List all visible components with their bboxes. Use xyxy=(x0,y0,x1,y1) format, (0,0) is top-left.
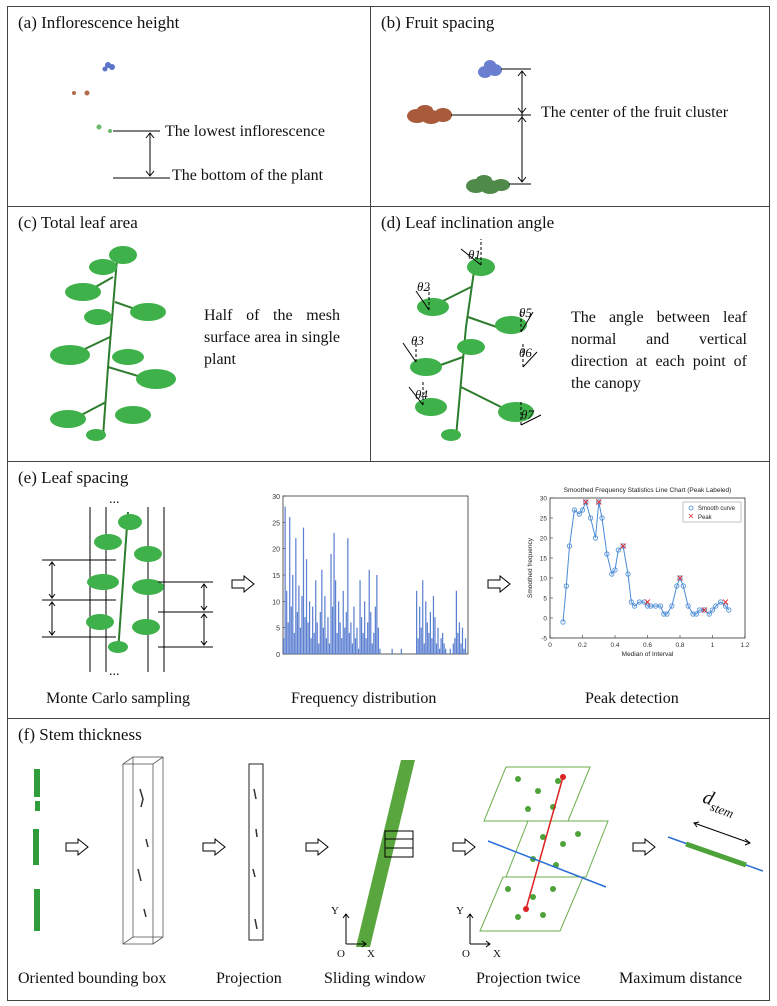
histogram-bar xyxy=(465,638,466,654)
panel-e-title: (e) Leaf spacing xyxy=(18,468,129,487)
histogram-bar xyxy=(315,580,316,654)
histogram-bar xyxy=(347,538,348,654)
label-lowest-inflorescence: The lowest inflorescence xyxy=(165,123,325,140)
peak-ytick-label: 25 xyxy=(539,515,547,523)
axis-y-2: Y xyxy=(456,905,464,917)
histogram-bar xyxy=(416,591,417,654)
histogram-bar xyxy=(314,633,315,654)
arrow-e1 xyxy=(232,576,256,592)
flower-cluster-green xyxy=(97,125,113,134)
histogram-bar xyxy=(369,570,370,654)
angle-label-3: θ3 xyxy=(411,333,424,348)
histogram-bar xyxy=(439,649,440,654)
caption-sliding-window: Sliding window xyxy=(324,970,426,987)
panel-b-title: (b) Fruit spacing xyxy=(381,13,495,32)
histogram-bar xyxy=(359,580,360,654)
histogram-bar xyxy=(462,628,463,654)
histogram-bar xyxy=(330,554,331,654)
histogram-bar xyxy=(352,643,353,654)
histogram-ytick-label: 0 xyxy=(276,652,280,659)
peak-xtick-label: 1 xyxy=(710,642,715,649)
panel-a xyxy=(7,6,371,207)
peak-ytick-label: 20 xyxy=(539,535,547,543)
histogram-bar xyxy=(444,643,445,654)
peak-xtick-label: 0 xyxy=(548,642,552,649)
label-plant-bottom: The bottom of the plant xyxy=(172,167,324,184)
histogram-bar xyxy=(440,638,441,654)
angle-label-5: θ5 xyxy=(519,305,532,320)
dots-top: ... xyxy=(109,492,120,507)
histogram-ytick-label: 25 xyxy=(272,520,280,528)
caption-projection-twice: Projection twice xyxy=(476,970,581,987)
histogram-bar xyxy=(425,601,426,654)
histogram-bar xyxy=(459,622,460,654)
histogram-bar xyxy=(373,633,374,654)
sliding-window xyxy=(356,760,415,947)
histogram-bar xyxy=(445,649,446,654)
histogram-ytick-label: 30 xyxy=(272,494,280,501)
histogram-bar xyxy=(297,612,298,654)
panel-c-title: (c) Total leaf area xyxy=(18,213,138,232)
legend-peak-label: Peak xyxy=(698,515,712,521)
histogram-bar xyxy=(323,628,324,654)
histogram-bar xyxy=(303,528,304,654)
caption-oriented-bounding-box: Oriented bounding box xyxy=(18,970,167,987)
peak-legend-box xyxy=(683,502,741,522)
stem-segments xyxy=(33,769,40,931)
flower-cluster-brown xyxy=(72,91,90,96)
histogram-bar xyxy=(453,643,454,654)
histogram-bar xyxy=(343,591,344,654)
histogram-bar xyxy=(338,601,339,654)
caption-frequency-distribution: Frequency distribution xyxy=(291,690,437,707)
histogram-bar xyxy=(288,622,289,654)
histogram-bar xyxy=(332,607,333,654)
histogram-ytick-label: 10 xyxy=(272,599,280,607)
histogram-ytick-label: 20 xyxy=(272,546,280,554)
panel-b xyxy=(370,6,770,207)
d-stem-subscript: stem xyxy=(708,798,736,822)
projection-box xyxy=(249,764,263,940)
histogram-bar xyxy=(344,628,345,654)
flower-cluster-blue xyxy=(103,62,116,72)
histogram-bar xyxy=(370,612,371,654)
histogram-bar xyxy=(392,649,393,654)
caption-monte-carlo: Monte Carlo sampling xyxy=(46,690,190,707)
histogram-bar xyxy=(367,622,368,654)
histogram-bar xyxy=(422,580,423,654)
histogram-bar xyxy=(327,617,328,654)
fruit-cluster-blue xyxy=(478,60,502,78)
maximum-distance xyxy=(668,822,763,871)
panel-d xyxy=(370,206,770,462)
histogram-bar xyxy=(301,596,302,654)
fruit-cluster-green xyxy=(466,175,510,194)
histogram-bar xyxy=(421,628,422,654)
peak-ytick-label: 15 xyxy=(539,555,547,563)
process-arrows xyxy=(66,839,655,855)
projection-twice xyxy=(480,767,608,931)
histogram-bar xyxy=(291,607,292,654)
peak-ytick-label: 5 xyxy=(543,595,547,603)
histogram-bar xyxy=(401,649,402,654)
axis-o-1: O xyxy=(337,948,345,960)
leaf-area-description: Half of the mesh surface area in single plant xyxy=(204,307,340,368)
histogram-bar xyxy=(292,575,293,654)
peak-ytick-label: 10 xyxy=(539,575,547,583)
histogram-bar xyxy=(430,612,431,654)
histogram-bar xyxy=(378,628,379,654)
angle-label-6: θ6 xyxy=(519,345,532,360)
peak-chart-title: Smoothed Frequency Statistics Line Chart (Peak Labeled) xyxy=(563,487,732,494)
histogram-bar xyxy=(366,638,367,654)
histogram-bar xyxy=(324,596,325,654)
oriented-bounding-box xyxy=(123,757,163,944)
histogram-bar xyxy=(428,633,429,654)
histogram-bar xyxy=(450,649,451,654)
histogram-bar xyxy=(375,607,376,654)
histogram-bar xyxy=(454,638,455,654)
frequency-histogram xyxy=(263,490,473,660)
histogram-bar xyxy=(433,596,434,654)
histogram-bar xyxy=(457,633,458,654)
histogram-bar xyxy=(364,601,365,654)
axis-x-1: X xyxy=(367,948,375,960)
peak-ytick-label: 30 xyxy=(539,495,547,503)
histogram-bar xyxy=(363,633,364,654)
histogram-bar xyxy=(337,633,338,654)
histogram-bar xyxy=(326,638,327,654)
axis-o-2: O xyxy=(462,948,470,960)
histogram-bar xyxy=(311,638,312,654)
histogram-bar xyxy=(372,643,373,654)
histogram-bar xyxy=(376,575,377,654)
histogram-bar xyxy=(306,559,307,654)
label-fruit-cluster-center: The center of the fruit cluster xyxy=(541,104,729,121)
histogram-bar xyxy=(304,617,305,654)
peak-xtick-label: 1.2 xyxy=(740,642,750,649)
histogram-bar xyxy=(340,622,341,654)
monte-carlo-diagram xyxy=(8,492,248,672)
histogram-bar xyxy=(283,638,284,654)
histogram-bar xyxy=(349,633,350,654)
histogram-bar xyxy=(298,586,299,654)
histogram-bar xyxy=(460,643,461,654)
angle-label-7: θ7 xyxy=(521,407,534,422)
histogram-bar xyxy=(317,622,318,654)
histogram-bar xyxy=(300,628,301,654)
leaf-angle-description: The angle between leaf normal and vertical direction at each point of the canopy xyxy=(571,309,747,392)
panel-c xyxy=(7,206,371,462)
histogram-bar xyxy=(379,649,380,654)
stem-thickness-diagram xyxy=(8,719,771,1002)
peak-xlabel: Median of Interval xyxy=(621,651,674,658)
dots-bottom: ... xyxy=(109,664,120,679)
histogram-bar xyxy=(427,622,428,654)
histogram-bar xyxy=(456,591,457,654)
histogram-bar xyxy=(329,643,330,654)
axis-x-2: X xyxy=(493,948,501,960)
histogram-bar xyxy=(341,638,342,654)
histogram-bar xyxy=(442,633,443,654)
legend-smooth-label: Smooth curve xyxy=(698,506,736,512)
histogram-bar xyxy=(335,580,336,654)
histogram-bar xyxy=(321,570,322,654)
histogram-bar xyxy=(294,633,295,654)
panel-e xyxy=(7,461,770,719)
histogram-bar xyxy=(295,538,296,654)
histogram-bar xyxy=(436,643,437,654)
peak-ytick-label: 0 xyxy=(543,615,547,623)
histogram-bar xyxy=(350,622,351,654)
panel-d-title: (d) Leaf inclination angle xyxy=(381,213,555,232)
histogram-bar xyxy=(463,649,464,654)
histogram-ytick-label: 15 xyxy=(272,573,280,580)
angle-label-1: θ1 xyxy=(468,247,481,262)
histogram-bar xyxy=(356,628,357,654)
peak-xtick-label: 0.2 xyxy=(577,642,588,649)
histogram-bar xyxy=(285,507,286,654)
panel-a-title: (a) Inflorescence height xyxy=(18,13,180,32)
histogram-bar xyxy=(333,533,334,654)
histogram-bar xyxy=(437,628,438,654)
histogram-bar xyxy=(318,643,319,654)
histogram-bar xyxy=(346,612,347,654)
histogram-bar xyxy=(418,638,419,654)
peak-xtick-label: 0.4 xyxy=(610,642,620,649)
arrow-e2 xyxy=(488,576,512,592)
histogram-bar xyxy=(286,591,287,654)
peak-detection-chart xyxy=(520,484,755,664)
histogram-ytick-label: 5 xyxy=(276,625,280,633)
histogram-bar xyxy=(353,607,354,654)
histogram-bar xyxy=(419,607,420,654)
caption-maximum-distance: Maximum distance xyxy=(619,970,743,987)
peak-xtick-label: 0.8 xyxy=(675,642,685,649)
histogram-bar xyxy=(431,638,432,654)
histogram-bar xyxy=(289,517,290,654)
histogram-bar xyxy=(358,649,359,654)
caption-projection: Projection xyxy=(216,970,282,987)
peak-xtick-label: 0.6 xyxy=(642,642,653,649)
histogram-bar xyxy=(312,607,313,654)
angle-label-4: θ4 xyxy=(415,387,428,402)
panel-f-title: (f) Stem thickness xyxy=(18,725,142,744)
angle-label-2: θ2 xyxy=(417,279,430,294)
caption-peak-detection: Peak detection xyxy=(585,690,679,707)
peak-ylabel: Smoothed frequency xyxy=(527,538,534,598)
histogram-bar xyxy=(424,643,425,654)
panel-f xyxy=(7,718,770,1001)
histogram-bar xyxy=(307,622,308,654)
d-stem-letter: d xyxy=(699,785,717,811)
histogram-bar xyxy=(309,601,310,654)
peak-ytick-label: -5 xyxy=(541,635,547,643)
axis-y-1: Y xyxy=(331,905,339,917)
histogram-bar xyxy=(361,617,362,654)
fruit-cluster-brown xyxy=(407,105,452,124)
histogram-bar xyxy=(355,638,356,654)
histogram-bar xyxy=(434,617,435,654)
histogram-bar xyxy=(320,612,321,654)
